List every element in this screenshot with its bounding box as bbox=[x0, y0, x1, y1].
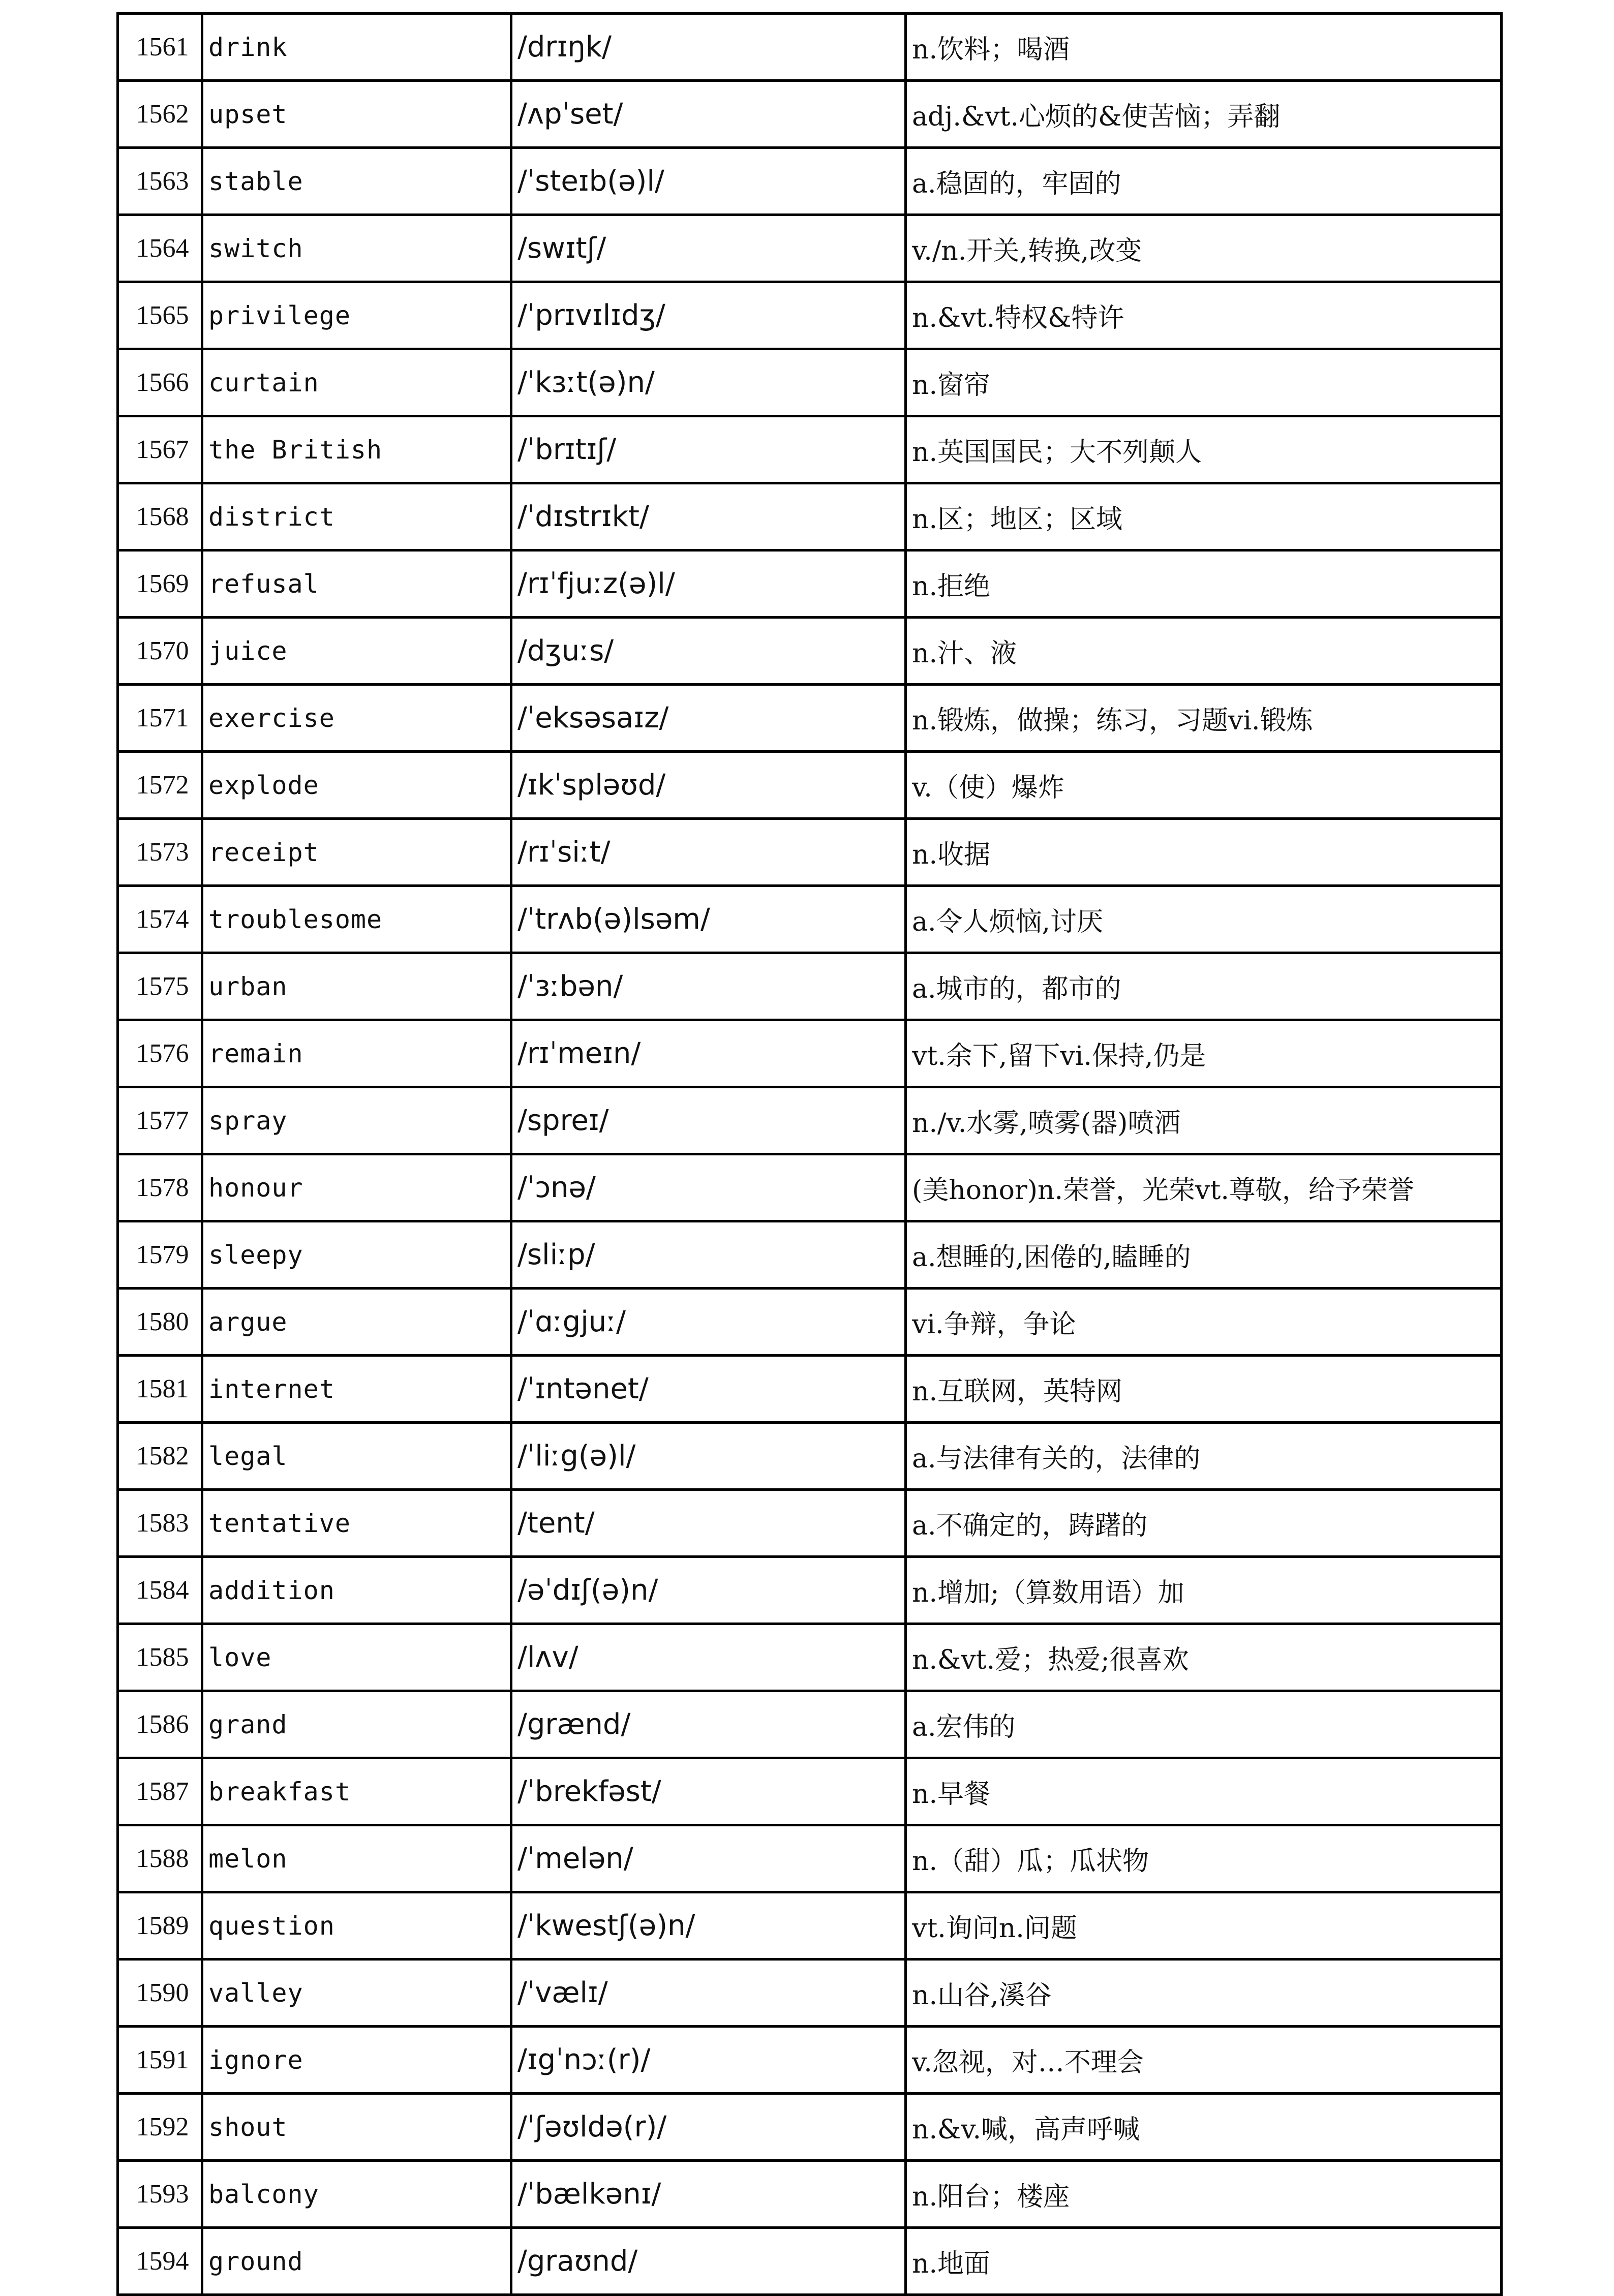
table-row bbox=[118, 1087, 1502, 1154]
entry-word: honour bbox=[202, 1154, 511, 1221]
table-row bbox=[118, 618, 1502, 685]
entry-definition: a.宏伟的 bbox=[906, 1691, 1502, 1758]
entry-definition: vt.余下,留下vi.保持,仍是 bbox=[906, 1020, 1502, 1087]
entry-definition: a.城市的，都市的 bbox=[906, 953, 1502, 1020]
entry-word: ignore bbox=[202, 2027, 511, 2094]
entry-definition: n.拒绝 bbox=[906, 550, 1502, 618]
entry-word: valley bbox=[202, 1960, 511, 2027]
table-row bbox=[118, 953, 1502, 1020]
entry-number: 1585 bbox=[118, 1624, 202, 1691]
table-row bbox=[118, 1356, 1502, 1423]
entry-phonetic: /graʊnd/ bbox=[511, 2228, 906, 2295]
table-row bbox=[118, 1624, 1502, 1691]
entry-word: balcony bbox=[202, 2161, 511, 2228]
entry-word: shout bbox=[202, 2094, 511, 2161]
entry-number: 1568 bbox=[118, 483, 202, 550]
entry-number: 1575 bbox=[118, 953, 202, 1020]
entry-number: 1583 bbox=[118, 1490, 202, 1557]
entry-definition: n.（甜）瓜；瓜状物 bbox=[906, 1825, 1502, 1892]
entry-number: 1566 bbox=[118, 349, 202, 416]
entry-phonetic: /ˈɑːgjuː/ bbox=[511, 1289, 906, 1356]
entry-definition: n.窗帘 bbox=[906, 349, 1502, 416]
entry-number: 1567 bbox=[118, 416, 202, 483]
table-row bbox=[118, 685, 1502, 752]
entry-definition: n.&vt.爱；热爱;很喜欢 bbox=[906, 1624, 1502, 1691]
entry-number: 1582 bbox=[118, 1423, 202, 1490]
entry-number: 1594 bbox=[118, 2228, 202, 2295]
table-row bbox=[118, 1221, 1502, 1289]
entry-phonetic: /əˈdɪʃ(ə)n/ bbox=[511, 1557, 906, 1624]
entry-definition: (美honor)n.荣誉，光荣vt.尊敬，给予荣誉 bbox=[906, 1154, 1502, 1221]
table-row bbox=[118, 2094, 1502, 2161]
entry-phonetic: /rɪˈmeɪn/ bbox=[511, 1020, 906, 1087]
table-row bbox=[118, 1691, 1502, 1758]
entry-phonetic: /grænd/ bbox=[511, 1691, 906, 1758]
entry-number: 1564 bbox=[118, 215, 202, 282]
entry-number: 1592 bbox=[118, 2094, 202, 2161]
table-row bbox=[118, 14, 1502, 81]
entry-number: 1572 bbox=[118, 752, 202, 819]
entry-number: 1588 bbox=[118, 1825, 202, 1892]
entry-number: 1590 bbox=[118, 1960, 202, 2027]
entry-word: privilege bbox=[202, 282, 511, 349]
entry-phonetic: /ˈbrekfəst/ bbox=[511, 1758, 906, 1825]
entry-number: 1580 bbox=[118, 1289, 202, 1356]
entry-definition: a.与法律有关的，法律的 bbox=[906, 1423, 1502, 1490]
entry-word: sleepy bbox=[202, 1221, 511, 1289]
entry-definition: n.区；地区；区域 bbox=[906, 483, 1502, 550]
table-row bbox=[118, 282, 1502, 349]
entry-phonetic: /drɪŋk/ bbox=[511, 14, 906, 81]
entry-word: breakfast bbox=[202, 1758, 511, 1825]
entry-definition: n.&vt.特权&特许 bbox=[906, 282, 1502, 349]
entry-word: juice bbox=[202, 618, 511, 685]
table-row bbox=[118, 2228, 1502, 2295]
entry-word: district bbox=[202, 483, 511, 550]
entry-definition: n.阳台；楼座 bbox=[906, 2161, 1502, 2228]
entry-word: urban bbox=[202, 953, 511, 1020]
table-row bbox=[118, 550, 1502, 618]
table-row bbox=[118, 1423, 1502, 1490]
entry-word: legal bbox=[202, 1423, 511, 1490]
entry-number: 1577 bbox=[118, 1087, 202, 1154]
entry-word: exercise bbox=[202, 685, 511, 752]
entry-phonetic: /ɪkˈspləʊd/ bbox=[511, 752, 906, 819]
entry-definition: v./n.开关,转换,改变 bbox=[906, 215, 1502, 282]
entry-number: 1579 bbox=[118, 1221, 202, 1289]
entry-word: remain bbox=[202, 1020, 511, 1087]
entry-phonetic: /ˈliːg(ə)l/ bbox=[511, 1423, 906, 1490]
entry-word: curtain bbox=[202, 349, 511, 416]
table-row bbox=[118, 349, 1502, 416]
entry-number: 1587 bbox=[118, 1758, 202, 1825]
table-row bbox=[118, 215, 1502, 282]
entry-definition: a.稳固的，牢固的 bbox=[906, 148, 1502, 215]
table-row bbox=[118, 752, 1502, 819]
entry-definition: n.锻炼，做操；练习，习题vi.锻炼 bbox=[906, 685, 1502, 752]
entry-number: 1571 bbox=[118, 685, 202, 752]
entry-definition: v.（使）爆炸 bbox=[906, 752, 1502, 819]
entry-definition: n.汁、液 bbox=[906, 618, 1502, 685]
entry-phonetic: /ˈkwestʃ(ə)n/ bbox=[511, 1892, 906, 1960]
table-row bbox=[118, 1289, 1502, 1356]
entry-definition: n.山谷,溪谷 bbox=[906, 1960, 1502, 2027]
table-row bbox=[118, 148, 1502, 215]
table-row bbox=[118, 1960, 1502, 2027]
entry-word: troublesome bbox=[202, 886, 511, 953]
entry-word: internet bbox=[202, 1356, 511, 1423]
table-row bbox=[118, 819, 1502, 886]
entry-number: 1578 bbox=[118, 1154, 202, 1221]
entry-word: explode bbox=[202, 752, 511, 819]
table-row bbox=[118, 1758, 1502, 1825]
entry-phonetic: /ˈsteɪb(ə)l/ bbox=[511, 148, 906, 215]
table-row bbox=[118, 483, 1502, 550]
entry-word: drink bbox=[202, 14, 511, 81]
entry-number: 1591 bbox=[118, 2027, 202, 2094]
entry-phonetic: /tent/ bbox=[511, 1490, 906, 1557]
table-row bbox=[118, 1154, 1502, 1221]
entry-definition: n.收据 bbox=[906, 819, 1502, 886]
entry-word: ground bbox=[202, 2228, 511, 2295]
entry-word: argue bbox=[202, 1289, 511, 1356]
entry-word: question bbox=[202, 1892, 511, 1960]
table-row bbox=[118, 1557, 1502, 1624]
entry-definition: n.早餐 bbox=[906, 1758, 1502, 1825]
entry-number: 1586 bbox=[118, 1691, 202, 1758]
vocabulary-table-body bbox=[118, 14, 1502, 2295]
entry-phonetic: /ˈkɜːt(ə)n/ bbox=[511, 349, 906, 416]
entry-number: 1565 bbox=[118, 282, 202, 349]
entry-phonetic: /ˈdɪstrɪkt/ bbox=[511, 483, 906, 550]
table-row bbox=[118, 1490, 1502, 1557]
entry-number: 1584 bbox=[118, 1557, 202, 1624]
entry-number: 1562 bbox=[118, 81, 202, 148]
entry-word: upset bbox=[202, 81, 511, 148]
entry-definition: a.令人烦恼,讨厌 bbox=[906, 886, 1502, 953]
entry-phonetic: /sliːp/ bbox=[511, 1221, 906, 1289]
entry-number: 1574 bbox=[118, 886, 202, 953]
entry-number: 1576 bbox=[118, 1020, 202, 1087]
entry-word: stable bbox=[202, 148, 511, 215]
table-row bbox=[118, 886, 1502, 953]
entry-phonetic: /ˈprɪvɪlɪdʒ/ bbox=[511, 282, 906, 349]
entry-number: 1589 bbox=[118, 1892, 202, 1960]
entry-word: switch bbox=[202, 215, 511, 282]
entry-definition: a.想睡的,困倦的,瞌睡的 bbox=[906, 1221, 1502, 1289]
entry-phonetic: /ˈɪntənet/ bbox=[511, 1356, 906, 1423]
entry-word: the British bbox=[202, 416, 511, 483]
entry-number: 1570 bbox=[118, 618, 202, 685]
entry-phonetic: /dʒuːs/ bbox=[511, 618, 906, 685]
entry-definition: vt.询问n.问题 bbox=[906, 1892, 1502, 1960]
entry-phonetic: /ʌpˈset/ bbox=[511, 81, 906, 148]
entry-word: tentative bbox=[202, 1490, 511, 1557]
entry-phonetic: /ˈɜːbən/ bbox=[511, 953, 906, 1020]
entry-definition: a.不确定的，踌躇的 bbox=[906, 1490, 1502, 1557]
entry-definition: n.地面 bbox=[906, 2228, 1502, 2295]
table-row bbox=[118, 416, 1502, 483]
entry-phonetic: /ˈtrʌb(ə)lsəm/ bbox=[511, 886, 906, 953]
table-row bbox=[118, 81, 1502, 148]
entry-phonetic: /ɪgˈnɔː(r)/ bbox=[511, 2027, 906, 2094]
entry-phonetic: /ˈbrɪtɪʃ/ bbox=[511, 416, 906, 483]
table-row bbox=[118, 1825, 1502, 1892]
entry-definition: adj.&vt.心烦的&使苦恼；弄翻 bbox=[906, 81, 1502, 148]
entry-definition: n.饮料；喝酒 bbox=[906, 14, 1502, 81]
entry-phonetic: /ˈeksəsaɪz/ bbox=[511, 685, 906, 752]
entry-phonetic: /rɪˈsiːt/ bbox=[511, 819, 906, 886]
entry-number: 1573 bbox=[118, 819, 202, 886]
entry-definition: v.忽视，对…不理会 bbox=[906, 2027, 1502, 2094]
entry-phonetic: /ˈɔnə/ bbox=[511, 1154, 906, 1221]
entry-number: 1581 bbox=[118, 1356, 202, 1423]
entry-definition: n./v.水雾,喷雾(器)喷洒 bbox=[906, 1087, 1502, 1154]
entry-word: melon bbox=[202, 1825, 511, 1892]
table-row bbox=[118, 2027, 1502, 2094]
vocabulary-table bbox=[116, 12, 1503, 2296]
entry-phonetic: /ˈmelən/ bbox=[511, 1825, 906, 1892]
entry-word: addition bbox=[202, 1557, 511, 1624]
entry-phonetic: /lʌv/ bbox=[511, 1624, 906, 1691]
entry-word: refusal bbox=[202, 550, 511, 618]
entry-word: love bbox=[202, 1624, 511, 1691]
entry-number: 1569 bbox=[118, 550, 202, 618]
entry-definition: n.&v.喊，高声呼喊 bbox=[906, 2094, 1502, 2161]
entry-number: 1593 bbox=[118, 2161, 202, 2228]
entry-phonetic: /ˈvælɪ/ bbox=[511, 1960, 906, 2027]
table-row bbox=[118, 1020, 1502, 1087]
table-row bbox=[118, 1892, 1502, 1960]
entry-definition: n.互联网，英特网 bbox=[906, 1356, 1502, 1423]
entry-definition: vi.争辩，争论 bbox=[906, 1289, 1502, 1356]
table-row bbox=[118, 2161, 1502, 2228]
entry-word: grand bbox=[202, 1691, 511, 1758]
entry-word: receipt bbox=[202, 819, 511, 886]
entry-phonetic: /ˈbælkənɪ/ bbox=[511, 2161, 906, 2228]
entry-definition: n.英国国民；大不列颠人 bbox=[906, 416, 1502, 483]
entry-number: 1561 bbox=[118, 14, 202, 81]
entry-phonetic: /ˈʃəʊldə(r)/ bbox=[511, 2094, 906, 2161]
entry-phonetic: /spreɪ/ bbox=[511, 1087, 906, 1154]
entry-word: spray bbox=[202, 1087, 511, 1154]
entry-definition: n.增加;（算数用语）加 bbox=[906, 1557, 1502, 1624]
entry-phonetic: /rɪˈfjuːz(ə)l/ bbox=[511, 550, 906, 618]
entry-number: 1563 bbox=[118, 148, 202, 215]
entry-phonetic: /swɪtʃ/ bbox=[511, 215, 906, 282]
